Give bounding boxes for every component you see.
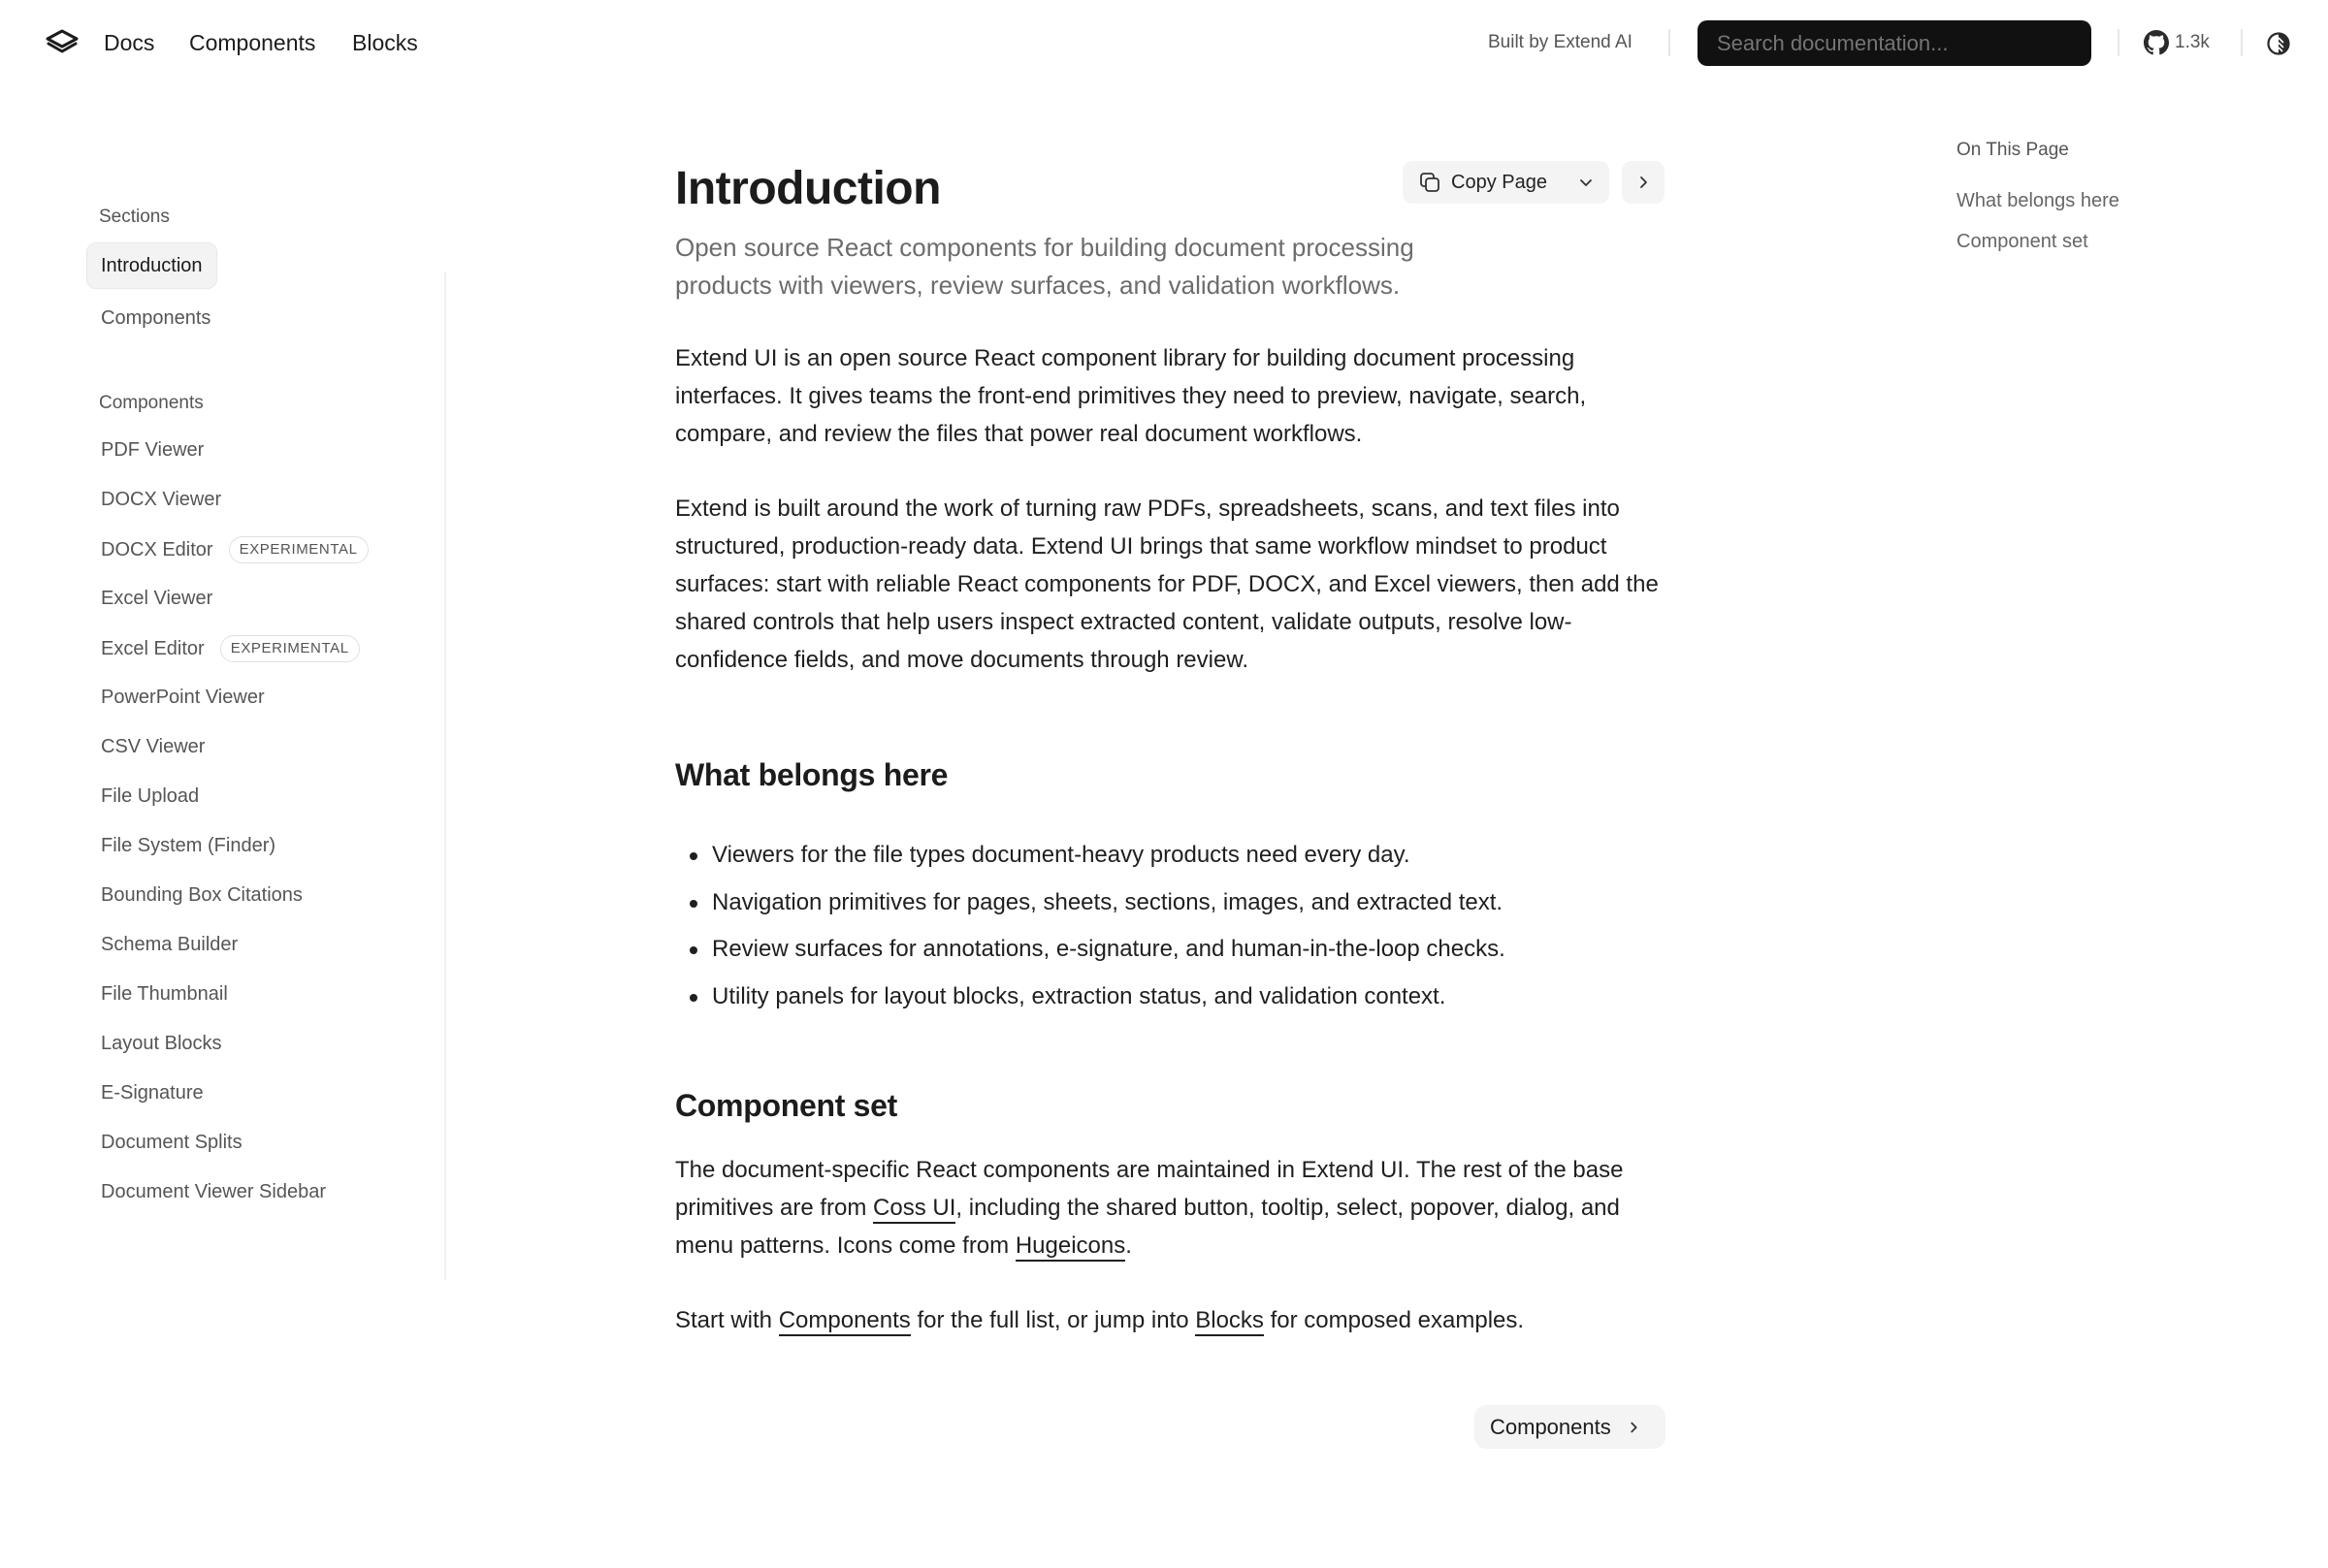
nav-blocks[interactable]: Blocks bbox=[352, 30, 418, 55]
components-link[interactable]: Components bbox=[779, 1307, 911, 1336]
chevron-right-icon bbox=[1625, 1419, 1642, 1436]
header-divider bbox=[2118, 29, 2119, 56]
copy-page-button[interactable] bbox=[1403, 161, 1609, 204]
sidebar-item-label: Document Splits bbox=[101, 1132, 242, 1153]
search-input[interactable] bbox=[1698, 20, 2091, 66]
paragraph-text: for composed examples. bbox=[1263, 1307, 1525, 1333]
sidebar-item-file-system[interactable] bbox=[101, 833, 275, 858]
belongs-list bbox=[675, 832, 1674, 1020]
toc-link-what-belongs-here[interactable]: What belongs here bbox=[1956, 190, 2119, 211]
sidebar-item-label: Excel Editor bbox=[101, 638, 205, 659]
copy-icon bbox=[1418, 171, 1441, 194]
paragraph-text: Start with bbox=[675, 1307, 779, 1333]
chevron-right-icon bbox=[1633, 173, 1653, 192]
paragraph-text: for the full list, or jump into bbox=[910, 1307, 1196, 1333]
intro-paragraph-2: Extend is built around the work of turning raw PDFs, spreadsheets, scans, and text files into structured, production-ready data. Extend UI brings that same workflow mindset to product surfaces: start with reliable React components for PDF, DOCX, and Excel viewers, then add the shared controls that help users inspect extracted content, validate outputs, resolve low-confidence fields, and move documents through review. bbox=[675, 496, 1659, 673]
sidebar-sections-title: Sections bbox=[99, 207, 170, 227]
coss-ui-link[interactable]: Coss UI bbox=[873, 1195, 955, 1224]
header-divider bbox=[2241, 29, 2243, 56]
next-page-components-button[interactable] bbox=[1474, 1405, 1665, 1449]
sidebar-item-schema-builder[interactable] bbox=[101, 932, 238, 957]
sidebar-item-label: DOCX Editor bbox=[101, 539, 213, 560]
sidebar-item-e-signature[interactable] bbox=[101, 1080, 204, 1105]
sidebar-item-file-thumbnail[interactable] bbox=[101, 981, 228, 1007]
toc-link-component-set[interactable]: Component set bbox=[1956, 231, 2088, 252]
built-by-link[interactable]: Built by Extend AI bbox=[1488, 32, 1633, 52]
github-link[interactable] bbox=[2144, 29, 2210, 56]
sidebar-item-csv-viewer[interactable] bbox=[101, 734, 205, 759]
sidebar-item-label: Schema Builder bbox=[101, 934, 239, 955]
nav-components[interactable]: Components bbox=[189, 30, 316, 55]
sidebar-item-bounding-box-citations[interactable] bbox=[101, 882, 303, 908]
sidebar-item-file-upload[interactable] bbox=[101, 784, 199, 809]
sidebar-item-label: PDF Viewer bbox=[101, 439, 205, 461]
sidebar-item-docx-editor[interactable] bbox=[101, 536, 369, 563]
next-page-label: Components bbox=[1490, 1414, 1611, 1439]
page-subtitle: Open source React components for building document processing products with viewers, review surfaces, and validation workflows. bbox=[675, 233, 1414, 300]
component-set-paragraph-2 bbox=[675, 1301, 1674, 1339]
intro-paragraph-1: Extend UI is an open source React component library for building document processing interfaces. It gives teams the front-end primitives they need to preview, navigate, search, compare, and review the files that power real document workflows. bbox=[675, 345, 1587, 447]
sidebar-item-label: File System (Finder) bbox=[101, 835, 276, 856]
page-title: Introduction bbox=[675, 163, 941, 214]
list-item: Viewers for the file types document-heavy products need every day. bbox=[675, 832, 1674, 880]
sidebar-item-label: E-Signature bbox=[101, 1082, 204, 1104]
sidebar-item-label: Document Viewer Sidebar bbox=[101, 1181, 326, 1202]
sidebar-item-pdf-viewer[interactable] bbox=[101, 437, 204, 463]
github-icon bbox=[2144, 30, 2169, 55]
sidebar-components-title: Components bbox=[99, 393, 204, 413]
sidebar-item-components[interactable]: Components bbox=[101, 307, 211, 329]
copy-page-label: Copy Page bbox=[1451, 171, 1547, 193]
header-divider bbox=[1668, 29, 1670, 56]
sidebar-item-label: Excel Viewer bbox=[101, 588, 213, 609]
sidebar-item-introduction[interactable]: Introduction bbox=[86, 242, 217, 289]
nav-docs[interactable]: Docs bbox=[104, 30, 155, 55]
github-stars: 1.3k bbox=[2175, 32, 2210, 52]
top-header bbox=[0, 0, 2328, 85]
theme-toggle-icon[interactable] bbox=[2266, 31, 2291, 56]
next-page-button[interactable] bbox=[1622, 161, 1665, 204]
toc-title: On This Page bbox=[1956, 140, 2069, 160]
list-item: Review surfaces for annotations, e-signature, and human-in-the-loop checks. bbox=[675, 926, 1674, 974]
sidebar-item-layout-blocks[interactable] bbox=[101, 1031, 222, 1056]
heading-what-belongs-here: What belongs here bbox=[675, 757, 949, 792]
layers-logo-icon[interactable] bbox=[45, 27, 80, 58]
list-item: Utility panels for layout blocks, extraction status, and validation context. bbox=[675, 974, 1674, 1021]
sidebar-item-document-splits[interactable] bbox=[101, 1130, 242, 1155]
sidebar-item-label: PowerPoint Viewer bbox=[101, 687, 265, 708]
sidebar-item-excel-viewer[interactable] bbox=[101, 586, 212, 611]
sidebar-item-label: CSV Viewer bbox=[101, 736, 206, 757]
sidebar-divider bbox=[444, 272, 446, 1280]
paragraph-text: The document-specific React components are maintained in Extend UI. The rest of the base primitives are from bbox=[675, 1157, 1624, 1221]
list-item: Navigation primitives for pages, sheets, sections, images, and extracted text. bbox=[675, 880, 1674, 927]
sidebar-item-excel-editor[interactable] bbox=[101, 635, 360, 662]
sidebar-item-label: Layout Blocks bbox=[101, 1033, 222, 1054]
sidebar-item-powerpoint-viewer[interactable] bbox=[101, 685, 265, 710]
sidebar-item-label: Bounding Box Citations bbox=[101, 884, 303, 906]
sidebar-item-label: File Upload bbox=[101, 785, 200, 807]
blocks-link[interactable]: Blocks bbox=[1195, 1307, 1264, 1336]
sidebar-item-docx-viewer[interactable] bbox=[101, 487, 221, 512]
chevron-down-icon[interactable] bbox=[1576, 173, 1596, 192]
copy-page-main[interactable] bbox=[1403, 161, 1547, 204]
sidebar-item-label: File Thumbnail bbox=[101, 983, 228, 1005]
experimental-badge: EXPERIMENTAL bbox=[229, 536, 369, 563]
hugeicons-link[interactable]: Hugeicons bbox=[1016, 1232, 1125, 1262]
sidebar-item-label: DOCX Viewer bbox=[101, 489, 222, 510]
component-set-paragraph-1 bbox=[675, 1151, 1674, 1264]
sidebar-item-document-viewer-sidebar[interactable] bbox=[101, 1179, 326, 1204]
paragraph-text: . bbox=[1125, 1232, 1132, 1259]
heading-component-set: Component set bbox=[675, 1088, 897, 1123]
paragraph-text: , including the shared button, tooltip, select, popover, dialog, and menu patterns. Icons come from bbox=[675, 1195, 1620, 1259]
experimental-badge: EXPERIMENTAL bbox=[220, 635, 360, 662]
